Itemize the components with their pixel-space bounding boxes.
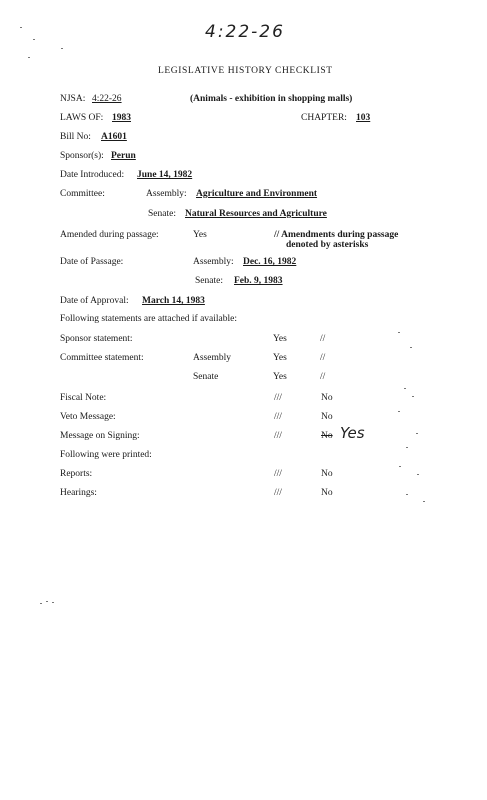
passage-label: Date of Passage:	[60, 257, 124, 267]
njsa-value: 4:22-26	[92, 94, 122, 104]
committee-assembly-label: Assembly:	[146, 189, 187, 199]
veto-message-mark: ///	[274, 412, 282, 422]
committee-statement-senate-mark: //	[320, 372, 326, 382]
reports-answer: No	[321, 469, 333, 479]
committee-statement-assembly-mark: //	[320, 353, 326, 363]
date-introduced-label: Date Introduced:	[60, 170, 125, 180]
reports-mark: ///	[274, 469, 282, 479]
sponsor-statement-mark: //	[320, 334, 326, 344]
page-title: LEGISLATIVE HISTORY CHECKLIST	[158, 66, 333, 76]
committee-statement-assembly-answer: Yes	[273, 353, 287, 363]
message-signing-struck-answer: No	[321, 431, 333, 441]
bill-no-value: A1601	[101, 132, 127, 142]
following-printed-text: Following were printed:	[60, 450, 152, 460]
hearings-label: Hearings:	[60, 488, 97, 498]
fiscal-note-label: Fiscal Note:	[60, 393, 107, 403]
message-signing-mark: ///	[274, 431, 282, 441]
passage-assembly-value: Dec. 16, 1982	[243, 257, 297, 267]
njsa-description: (Animals - exhibition in shopping malls)	[190, 94, 353, 104]
laws-of-value: 1983	[112, 113, 131, 123]
sponsors-label: Sponsor(s):	[60, 151, 104, 161]
passage-senate-value: Feb. 9, 1983	[234, 276, 283, 286]
chapter-label: CHAPTER:	[301, 113, 347, 123]
fiscal-note-answer: No	[321, 393, 333, 403]
committee-senate-label: Senate:	[148, 209, 176, 219]
reports-label: Reports:	[60, 469, 93, 479]
committee-senate-value: Natural Resources and Agriculture	[185, 209, 327, 219]
handwritten-number: 4:22-26	[205, 22, 285, 42]
veto-message-answer: No	[321, 412, 333, 422]
sponsor-statement-label: Sponsor statement:	[60, 334, 133, 344]
committee-statement-senate-answer: Yes	[273, 372, 287, 382]
passage-senate-label: Senate:	[195, 276, 223, 286]
committee-statement-label: Committee statement:	[60, 353, 144, 363]
amended-answer: Yes	[193, 230, 207, 240]
amended-note-line2: denoted by asterisks	[286, 240, 369, 250]
fiscal-note-mark: ///	[274, 393, 282, 403]
sponsors-value: Perun	[111, 151, 136, 161]
hearings-answer: No	[321, 488, 333, 498]
committee-statement-senate: Senate	[193, 372, 219, 382]
sponsor-statement-answer: Yes	[273, 334, 287, 344]
following-attached-text: Following statements are attached if available:	[60, 314, 238, 324]
committee-assembly-value: Agriculture and Environment	[196, 189, 318, 199]
hearings-mark: ///	[274, 488, 282, 498]
amended-note-line1: // Amendments during passage	[274, 230, 399, 240]
approval-label: Date of Approval:	[60, 296, 129, 306]
chapter-value: 103	[356, 113, 371, 123]
njsa-label: NJSA:	[60, 94, 86, 104]
veto-message-label: Veto Message:	[60, 412, 116, 422]
bill-no-label: Bill No:	[60, 132, 91, 142]
date-introduced-value: June 14, 1982	[137, 170, 193, 180]
message-signing-handwritten-answer: Yes	[340, 424, 365, 442]
committee-label: Committee:	[60, 189, 105, 199]
laws-of-label: LAWS OF:	[60, 113, 104, 123]
passage-assembly-label: Assembly:	[193, 257, 234, 267]
amended-label: Amended during passage:	[60, 230, 159, 240]
approval-value: March 14, 1983	[142, 296, 205, 306]
committee-statement-assembly: Assembly	[193, 353, 231, 363]
message-signing-label: Message on Signing:	[60, 431, 140, 441]
